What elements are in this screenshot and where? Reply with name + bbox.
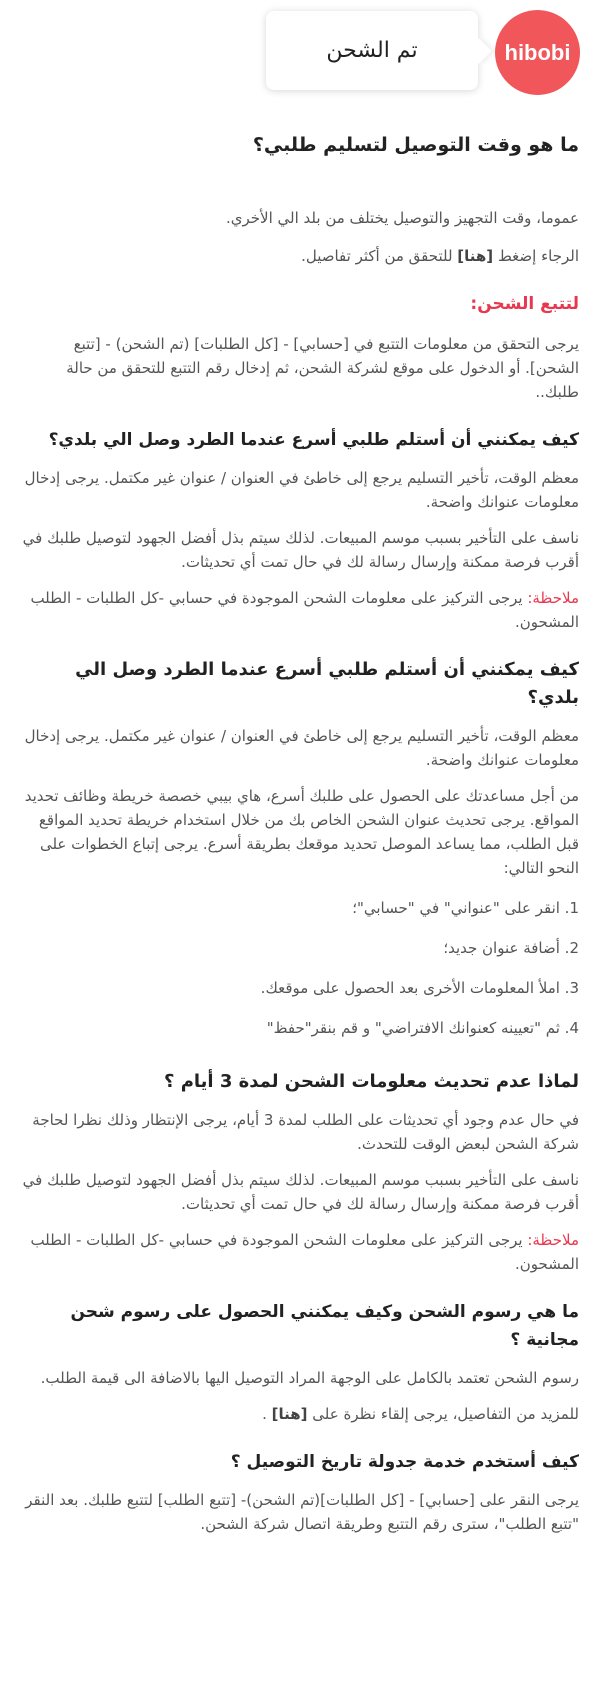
faq-question-faster-delivery: كيف يمكنني أن أستلم طلبي أسرع عندما الطرد وصل الي بلدي؟ (48, 430, 579, 450)
logo-text: hibobi (504, 39, 571, 65)
list-item: 4. ثم "تعيينه كعنوانك الافتراضي" و قم بنقر"حفظ" (266, 1019, 579, 1037)
faq-content (0, 130, 600, 1536)
hibobi-logo[interactable] (495, 10, 580, 95)
here-link[interactable]: [هنا] (271, 1405, 308, 1423)
faq-note: ملاحظة: يرجى التركيز على معلومات الشحن الموجودة في حسابي -كل الطلبات - الطلب المشحون. (30, 1231, 579, 1273)
faq-answer-text: ناسف على التأخير بسبب موسم المبيعات. لذلك سيتم بذل أفضل الجهود لتوصيل طلبك في أقرب فرصة ممكنة وإرسال رسالة لك في حال تمت أي تحديثات. (22, 529, 579, 571)
note-label: ملاحظة: (527, 589, 579, 607)
note-label: ملاحظة: (527, 1231, 579, 1249)
faq-answer-text: يرجى التحقق من معلومات التتبع في [حسابي] - [كل الطلبات] (تم الشحن) - [تتبع الشحن]. أو الدخول على موقع لشركة الشحن، ثم إدخال رقم التتبع للتحقق من حالة طلبك.. (66, 335, 579, 401)
faq-answer-text: معظم الوقت، تأخير التسليم يرجع إلى خاطئ في العنوان / عنوان غير مكتمل. يرجى إدخال معلومات عنوانك واضحة. (24, 469, 579, 511)
list-item: 3. املأ المعلومات الأخرى بعد الحصول على موقعك. (260, 979, 579, 997)
status-bubble (266, 11, 478, 90)
faq-question-shipping-fees: ما هي رسوم الشحن وكيف يمكنني الحصول على رسوم شحن مجانية ؟ (70, 1302, 579, 1350)
faq-question-schedule-delivery: كيف أستخدم خدمة جدولة تاريخ التوصيل ؟ (230, 1452, 579, 1472)
faq-answer-text: رسوم الشحن تعتمد بالكامل على الوجهة المراد التوصيل اليها بالاضافة الى قيمة الطلب. (40, 1369, 579, 1387)
faq-answer-text: للمزيد من التفاصيل، يرجى إلقاء نظرة على [هنا] . (262, 1405, 579, 1423)
faq-question-no-update: لماذا عدم تحديث معلومات الشحن لمدة 3 أيام ؟ (163, 1071, 579, 1092)
list-item: 2. أضافة عنوان جديد؛ (443, 939, 579, 957)
faq-answer-text: معظم الوقت، تأخير التسليم يرجع إلى خاطئ في العنوان / عنوان غير مكتمل. يرجى إدخال معلومات عنوانك واضحة. (24, 727, 579, 769)
faq-answer-text: يرجى النقر على [حسابي] - [كل الطلبات](تم الشحن)- [تتبع الطلب] لتتبع طلبك. بعد النقر "تتبع الطلب"، سترى رقم التتبع وطريقة اتصال شركة الشحن. (25, 1491, 579, 1533)
faq-note: ملاحظة: يرجى التركيز على معلومات الشحن الموجودة في حسابي -كل الطلبات - الطلب المشحون. (30, 589, 579, 631)
steps-list (18, 896, 579, 1040)
faq-answer-text: في حال عدم وجود أي تحديثات على الطلب لمدة 3 أيام، يرجى الإنتظار وذلك نظرا لحاجة شركة الشحن لبعض الوقت للتحدث. (32, 1111, 579, 1153)
list-item: 1. انقر على "عنواني" في "حسابي"؛ (352, 899, 579, 917)
faq-answer-text: الرجاء إضغط [هنا] للتحقق من أكثر تفاصيل. (301, 247, 579, 265)
faq-question-delivery-time: ما هو وقت التوصيل لتسليم طلبي؟ (252, 134, 579, 156)
faq-answer-text: ناسف على التأخير بسبب موسم المبيعات. لذلك سيتم بذل أفضل الجهود لتوصيل طلبك في أقرب فرصة ممكنة وإرسال رسالة لك في حال تمت أي تحديثات. (22, 1171, 579, 1213)
faq-question-faster-delivery-2: كيف يمكنني أن أستلم طلبي أسرع عندما الطرد وصل الي بلدي؟ (75, 659, 579, 708)
track-shipping-title: لتتبع الشحن: (470, 294, 579, 314)
faq-answer-text: عموما، وقت التجهيز والتوصيل يختلف من بلد الي الأخري. (225, 209, 579, 227)
header (0, 0, 600, 110)
status-bubble-text: تم الشحن (326, 38, 418, 63)
here-link[interactable]: [هنا] (457, 247, 494, 265)
faq-answer-text: من أجل مساعدتك على الحصول على طلبك أسرع، هاي بيبي خصصة خريطة وظائف تحديد المواقع. يرجى تحديث عنوان الشحن الخاص بك من خلال استخدام خريطة تحديد المواقع قبل الطلب، مما يساعد الموصل تحديد موقعك بطريقة أسرع. يرجى إتباع الخطوات على النحو التالي: (24, 787, 579, 877)
